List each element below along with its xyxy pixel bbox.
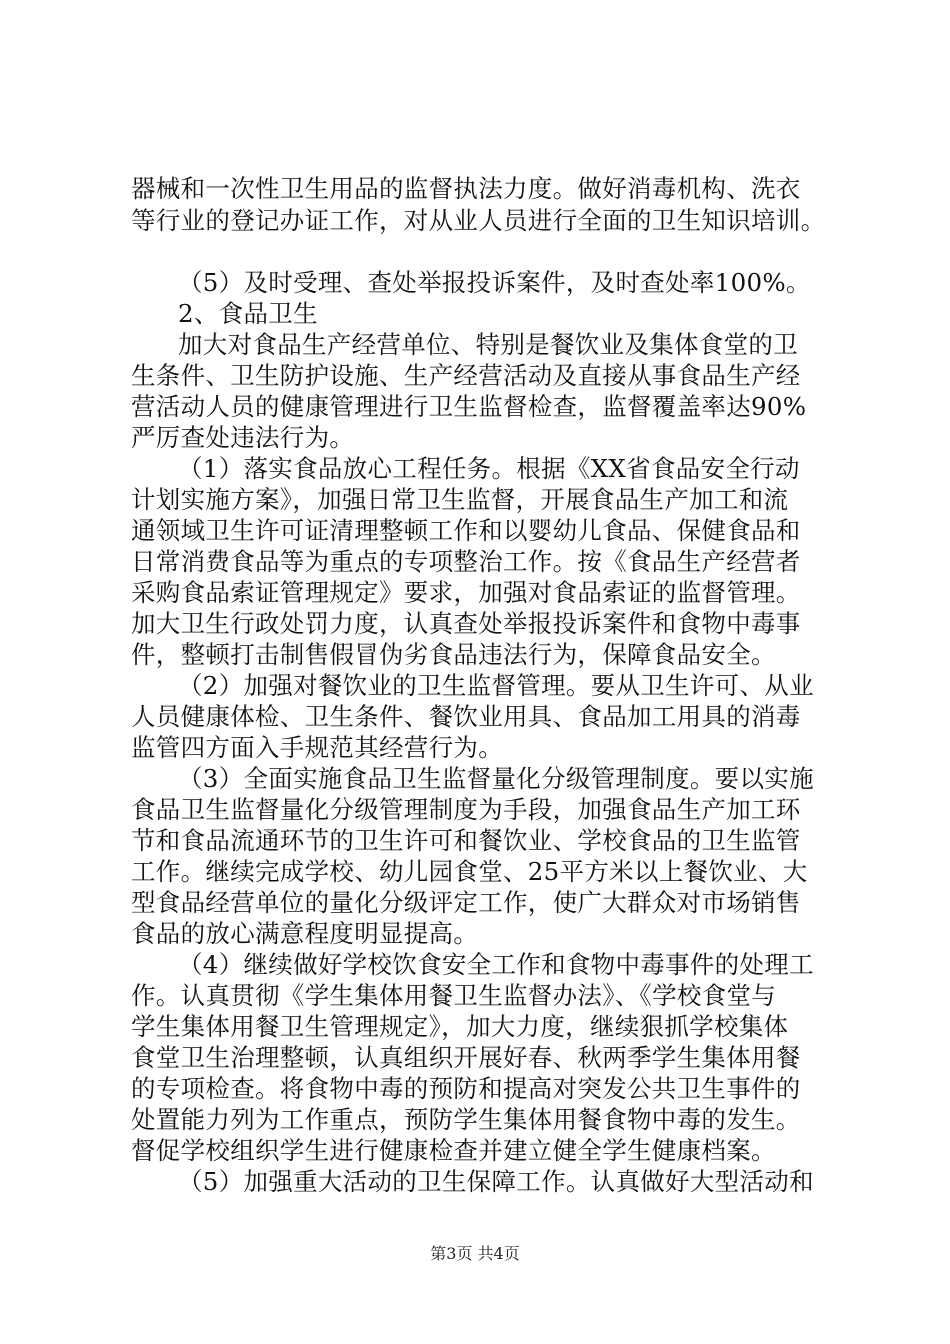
text-line: （5）加强重大活动的卫生保障工作。认真做好大型活动和 xyxy=(178,1167,814,1196)
text-line: 型食品经营单位的量化分级评定工作，使广大群众对市场销售 xyxy=(131,888,801,917)
text-line: 件，整顿打击制售假冒伪劣食品违法行为，保障食品安全。 xyxy=(131,640,776,669)
text-line: 处置能力列为工作重点，预防学生集体用餐食物中毒的发生。 xyxy=(131,1105,801,1134)
text-line: （2）加强对餐饮业的卫生监督管理。要从卫生许可、从业 xyxy=(178,671,814,700)
text-line: 器械和一次性卫生用品的监督执法力度。做好消毒机构、洗衣 xyxy=(131,174,801,203)
text-line: 学生集体用餐卫生管理规定》，加大力度，继续狠抓学校集体 xyxy=(131,1012,789,1041)
text-line: 的专项检查。将食物中毒的预防和提高对突发公共卫生事件的 xyxy=(131,1074,801,1103)
text-line: 工作。继续完成学校、幼儿园食堂、25平方米以上餐饮业、大 xyxy=(131,857,808,886)
section-heading: 2、食品卫生 xyxy=(178,299,318,328)
text-line: 督促学校组织学生进行健康检查并建立健全学生健康档案。 xyxy=(131,1136,776,1165)
text-line: 节和食品流通环节的卫生许可和餐饮业、学校食品的卫生监管 xyxy=(131,826,801,855)
page-footer: 第3页 共4页 xyxy=(430,1244,520,1263)
text-line: 营活动人员的健康管理进行卫生监督检查，监督覆盖率达90% xyxy=(131,392,807,421)
text-line: 采购食品索证管理规定》要求，加强对食品索证的监督管理。 xyxy=(131,578,801,607)
text-line: 等行业的登记办证工作，对从业人员进行全面的卫生知识培训。 xyxy=(131,206,826,235)
text-line: 作。认真贯彻《学生集体用餐卫生监督办法》、《学校食堂与 xyxy=(131,981,777,1010)
text-line: 严厉查处违法行为。 xyxy=(131,423,355,452)
text-line: 计划实施方案》，加强日常卫生监督，开展食品生产加工和流 xyxy=(131,485,789,514)
text-line: 食品的放心满意程度明显提高。 xyxy=(131,919,479,948)
text-line: 通领域卫生许可证清理整顿工作和以婴幼儿食品、保健食品和 xyxy=(131,516,801,545)
text-line: 加大对食品生产经营单位、特别是餐饮业及集体食堂的卫 xyxy=(178,330,798,359)
text-line: 食堂卫生治理整顿，认真组织开展好春、秋两季学生集体用餐 xyxy=(131,1043,801,1072)
text-line: （4）继续做好学校饮食安全工作和食物中毒事件的处理工 xyxy=(178,950,814,979)
text-line: 日常消费食品等为重点的专项整治工作。按《食品生产经营者 xyxy=(131,547,801,576)
text-line: 食品卫生监督量化分级管理制度为手段，加强食品生产加工环 xyxy=(131,795,801,824)
text-line: 人员健康体检、卫生条件、餐饮业用具、食品加工用具的消毒 xyxy=(131,702,801,731)
text-line: （3）全面实施食品卫生监督量化分级管理制度。要以实施 xyxy=(178,764,814,793)
text-line: （1）落实食品放心工程任务。根据《XX省食品安全行动 xyxy=(178,454,800,483)
text-line: 加大卫生行政处罚力度，认真查处举报投诉案件和食物中毒事 xyxy=(131,609,801,638)
text-line: 监管四方面入手规范其经营行为。 xyxy=(131,733,503,762)
text-line: （5）及时受理、查处举报投诉案件，及时查处率100%。 xyxy=(178,268,811,297)
text-line: 生条件、卫生防护设施、生产经营活动及直接从事食品生产经 xyxy=(131,361,801,390)
